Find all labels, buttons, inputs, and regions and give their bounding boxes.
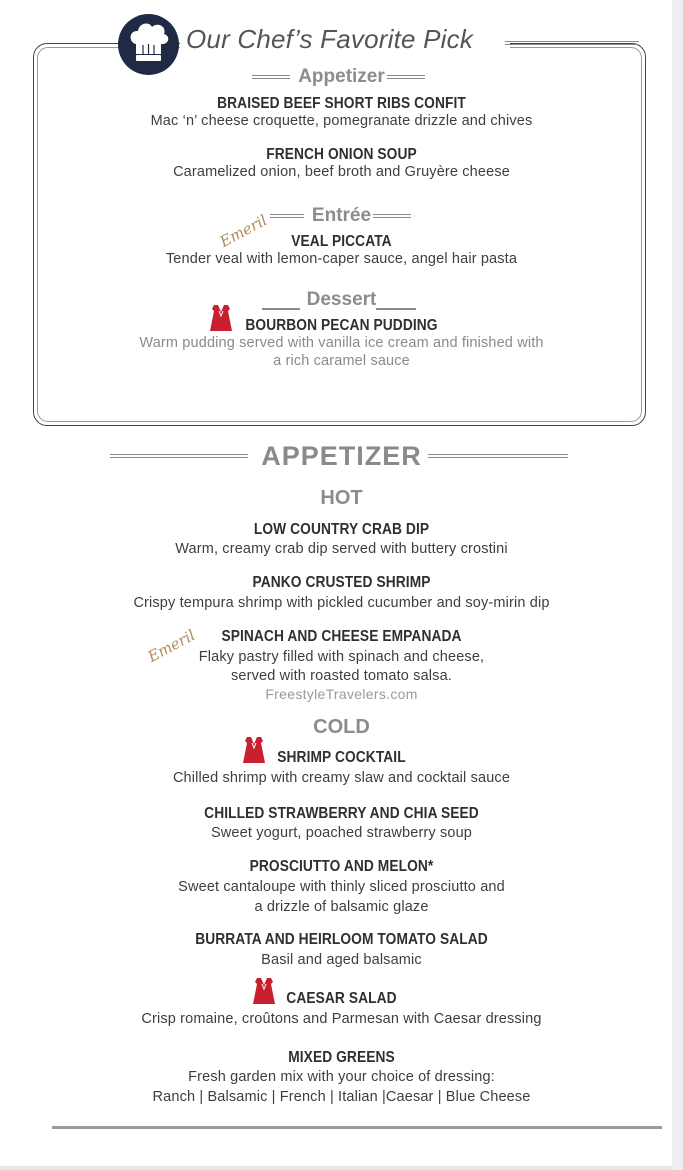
chef-appetizer-label: Appetizer xyxy=(298,66,385,87)
menu-item-desc: Ranch | Balsamic | French | Italian |Caesar | Blue Cheese xyxy=(152,1089,531,1105)
menu-item-desc: Fresh garden mix with your choice of dressing: xyxy=(188,1069,495,1085)
emeril-signature-icon: Emeril xyxy=(144,626,199,666)
cold-label: COLD xyxy=(313,716,370,738)
emeril-signature-icon: Emeril xyxy=(216,211,271,251)
menu-item-desc: served with roasted tomato salsa. xyxy=(231,668,452,684)
menu-item-title: LOW COUNTRY CRAB DIP xyxy=(253,521,430,538)
chef-pick-title: Our Chef’s Favorite Pick xyxy=(184,24,479,55)
menu-item-title: BOURBON PECAN PUDDING xyxy=(245,317,438,334)
chef-entree-label: Entrée xyxy=(311,205,372,226)
menu-item-title: SHRIMP COCKTAIL xyxy=(277,749,406,766)
menu-item-desc: Caramelized onion, beef broth and Gruyère cheese xyxy=(173,164,510,180)
rule xyxy=(428,454,568,458)
menu-item-title: PANKO CRUSTED SHRIMP xyxy=(252,574,431,591)
bottom-rule xyxy=(52,1126,662,1129)
rule xyxy=(373,214,411,218)
hot-label: HOT xyxy=(320,487,363,509)
menu-item-desc: Crisp romaine, croûtons and Parmesan with Caesar dressing xyxy=(141,1011,542,1027)
menu-item-title: CAESAR SALAD xyxy=(286,990,397,1007)
menu-item-desc: a rich caramel sauce xyxy=(273,353,410,369)
menu-item-desc: Flaky pastry filled with spinach and cheese, xyxy=(198,649,485,665)
menu-item-desc: Warm pudding served with vanilla ice cream and finished with xyxy=(139,335,544,351)
menu-item-desc: Sweet cantaloupe with thinly sliced prosciutto and xyxy=(178,879,505,895)
rule xyxy=(387,75,425,79)
rule xyxy=(376,308,416,310)
menu-item-title: CHILLED STRAWBERRY AND CHIA SEED xyxy=(204,805,479,822)
menu-item-title: BRAISED BEEF SHORT RIBS CONFIT xyxy=(217,95,466,112)
title-rule xyxy=(505,41,639,45)
menu-item-desc: Crispy tempura shrimp with pickled cucumber and soy-mirin dip xyxy=(133,595,550,611)
menu-item-desc: Mac ‘n’ cheese croquette, pomegranate drizzle and chives xyxy=(150,113,533,129)
menu-item-title: MIXED GREENS xyxy=(288,1049,395,1066)
appetizer-heading: APPETIZER xyxy=(261,441,422,471)
watermark: FreestyleTravelers.com xyxy=(265,686,418,702)
menu-item-title: SPINACH AND CHEESE EMPANADA xyxy=(221,628,462,645)
menu-item-desc: Warm, creamy crab dip served with buttery crostini xyxy=(175,541,508,557)
menu-item-desc: Sweet yogurt, poached strawberry soup xyxy=(210,825,473,841)
menu-item-desc: Chilled shrimp with creamy slaw and cocktail sauce xyxy=(172,770,511,786)
menu-item-title: VEAL PICCATA xyxy=(291,233,392,250)
chef-dessert-label: Dessert xyxy=(306,289,377,310)
menu-item-desc: a drizzle of balsamic glaze xyxy=(254,899,429,915)
menu-item-title: FRENCH ONION SOUP xyxy=(266,146,417,163)
menu-item-title: PROSCIUTTO AND MELON* xyxy=(249,858,434,875)
menu-item-desc: Basil and aged balsamic xyxy=(261,952,422,968)
menu-item-title: BURRATA AND HEIRLOOM TOMATO SALAD xyxy=(195,931,488,948)
menu-item-desc: Tender veal with lemon-caper sauce, angel hair pasta xyxy=(165,251,518,267)
